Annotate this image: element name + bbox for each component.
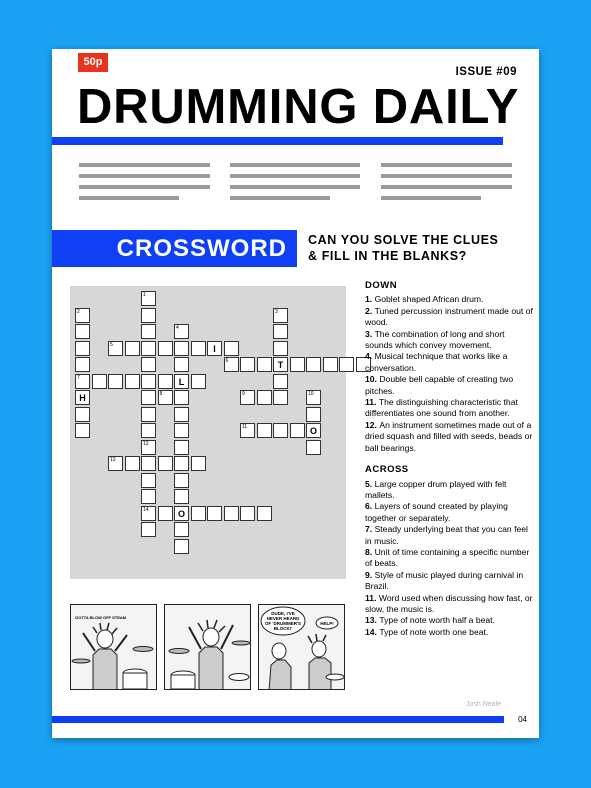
crossword-cell[interactable] — [75, 390, 90, 405]
crossword-cell[interactable] — [174, 357, 189, 372]
crossword-cell[interactable] — [141, 489, 156, 504]
clue-text: Tuned percussion instrument made out of wood. — [365, 305, 533, 328]
cell-letter: O — [177, 508, 185, 519]
crossword-cell[interactable] — [224, 341, 239, 356]
cell-number: 13 — [110, 457, 116, 463]
crossword-cell[interactable] — [224, 357, 239, 372]
crossword-cell[interactable] — [273, 324, 288, 339]
crossword-cell[interactable] — [323, 357, 338, 372]
speech-bubble-text: DUDE, I'VE NEVER HEARD OF 'DRUMMER'S BLOCK!' — [264, 611, 302, 631]
crossword-cell[interactable] — [306, 390, 321, 405]
cell-number: 8 — [159, 391, 163, 397]
clue-number: 11. — [365, 397, 379, 408]
clue-text: Goblet shaped African drum. — [374, 294, 484, 305]
crossword-cell[interactable] — [125, 456, 140, 471]
cell-number: 1 — [143, 292, 146, 298]
cell-number: 7 — [77, 374, 80, 381]
magazine-page — [52, 49, 539, 738]
across-clue-list — [365, 479, 533, 639]
crossword-cell[interactable] — [306, 357, 321, 372]
crossword-cell[interactable] — [257, 390, 272, 405]
crossword-cell[interactable] — [290, 357, 305, 372]
clue-text: Type of note worth one beat. — [379, 626, 489, 637]
cell-number: 6 — [225, 358, 229, 364]
crossword-cell[interactable] — [75, 423, 90, 438]
crossword-cell[interactable] — [158, 456, 173, 471]
cell-number: 12 — [143, 440, 149, 447]
cell-number: 10 — [308, 391, 314, 397]
comic-panel-3 — [258, 604, 345, 690]
crossword-cell[interactable] — [174, 374, 189, 389]
down-clue-list — [365, 294, 533, 454]
clue-text: An instrument sometimes made out of a dried squash and filled with seeds, beads or ball bearings. — [365, 419, 533, 453]
crossword-cell[interactable] — [75, 341, 90, 356]
crossword-cell[interactable] — [273, 390, 288, 405]
crossword-cell[interactable] — [141, 456, 156, 471]
crossword-cell[interactable] — [273, 341, 288, 356]
across-clue — [365, 570, 533, 593]
comic-panel-1 — [70, 604, 157, 690]
banner-label: CROSSWORD — [116, 235, 287, 262]
crossword-cell[interactable] — [75, 357, 90, 372]
crossword-cell[interactable] — [108, 374, 123, 389]
crossword-cell[interactable] — [191, 506, 206, 521]
crossword-cell[interactable] — [75, 374, 90, 389]
crossword-cell[interactable] — [240, 357, 255, 372]
small-bubble-text: HELP! — [320, 621, 334, 626]
crossword-cell[interactable] — [240, 506, 255, 521]
clue-text: Layers of sound created by playing together or separately. — [365, 501, 508, 523]
crossword-cell[interactable] — [191, 374, 206, 389]
cell-letter: O — [309, 426, 317, 436]
crossword-cell[interactable] — [306, 440, 321, 455]
across-clue — [365, 479, 533, 502]
down-clue — [365, 374, 533, 397]
crossword-cell[interactable] — [339, 357, 354, 372]
across-heading: ACROSS — [365, 464, 409, 476]
dialogue-illustration — [259, 605, 345, 690]
clue-number: 14. — [365, 626, 380, 637]
crossword-cell[interactable] — [141, 308, 156, 323]
crossword-cell[interactable] — [141, 473, 156, 488]
cell-number: 3 — [275, 308, 278, 315]
crossword-cell[interactable] — [75, 324, 90, 339]
crossword-cell[interactable] — [141, 423, 156, 438]
crossword-cell[interactable] — [191, 341, 206, 356]
text-placeholder-col-3 — [381, 163, 512, 207]
crossword-cell[interactable] — [257, 357, 272, 372]
crossword-cell[interactable] — [240, 390, 255, 405]
down-clue — [365, 351, 533, 374]
crossword-cell[interactable] — [240, 423, 255, 438]
crossword-banner — [52, 230, 297, 267]
crossword-cell[interactable] — [306, 423, 321, 438]
author-credit: Josh Neale — [465, 701, 501, 708]
clue-text: Type of note worth half a beat. — [379, 615, 495, 626]
cell-number: 11 — [242, 424, 248, 430]
across-clue — [365, 627, 533, 638]
clue-text: Double bell capable of creating two pitches. — [365, 374, 514, 396]
crossword-cell[interactable] — [174, 473, 189, 488]
drummer-illustration — [71, 605, 157, 690]
across-clue — [365, 593, 533, 616]
crossword-cell[interactable] — [224, 506, 239, 521]
down-clue — [365, 329, 533, 352]
clue-text: The combination of long and short sounds which convey movement. — [365, 328, 505, 351]
clue-text: Large copper drum played with felt mallets. — [365, 478, 507, 500]
price-badge: 50p — [78, 53, 108, 72]
cell-number: 14 — [143, 506, 149, 513]
clue-number: 12. — [365, 419, 380, 430]
clue-number: 2. — [365, 305, 375, 316]
crossword-cell[interactable] — [75, 308, 90, 323]
clue-number: 7. — [365, 524, 375, 535]
crossword-cell[interactable] — [191, 456, 206, 471]
crossword-cell[interactable] — [141, 506, 156, 521]
masthead-rule — [52, 137, 503, 145]
crossword-cell[interactable] — [174, 324, 189, 339]
prompt-line-1: CAN YOU SOLVE THE CLUES — [308, 233, 499, 247]
clue-number: 8. — [365, 546, 375, 557]
down-heading: DOWN — [365, 280, 398, 291]
crossword-cell[interactable] — [141, 522, 156, 537]
crossword-cell[interactable] — [174, 522, 189, 537]
down-clue — [365, 306, 533, 329]
text-placeholder-col-1 — [79, 163, 210, 207]
down-clue — [365, 420, 533, 454]
cell-letter: T — [277, 360, 284, 370]
crossword-cell[interactable] — [125, 374, 140, 389]
issue-number: ISSUE #09 — [455, 66, 517, 78]
clue-text: Steady underlying beat that you can feel in music. — [365, 524, 528, 546]
crossword-cell[interactable] — [174, 506, 189, 521]
page-number: 04 — [518, 715, 527, 724]
crossword-cell[interactable] — [273, 357, 288, 372]
crossword-cell[interactable] — [207, 506, 222, 521]
footer-rule — [52, 716, 504, 723]
across-clue — [365, 615, 533, 626]
crossword-cell[interactable] — [273, 423, 288, 438]
clue-number: 3. — [365, 328, 375, 339]
crossword-cell[interactable] — [273, 308, 288, 323]
crossword-cell[interactable] — [108, 341, 123, 356]
crossword-cell[interactable] — [290, 423, 305, 438]
crossword-grid — [70, 286, 346, 579]
clue-text: Musical technique that works like a conversation. — [365, 351, 508, 373]
prompt-line-2: & FILL IN THE BLANKS? — [308, 249, 467, 263]
comic-panel-2 — [164, 604, 251, 690]
clue-number: 9. — [365, 569, 375, 580]
text-placeholder-col-2 — [230, 163, 361, 207]
crossword-cell[interactable] — [92, 374, 107, 389]
crossword-cell[interactable] — [273, 374, 288, 389]
down-clue — [365, 294, 533, 305]
crossword-cell[interactable] — [174, 440, 189, 455]
crossword-cell[interactable] — [75, 407, 90, 422]
crossword-cell[interactable] — [158, 390, 173, 405]
clue-number: 6. — [365, 501, 375, 512]
crossword-cell[interactable] — [174, 407, 189, 422]
clue-text: The distinguishing characteristic that differentiates one sound from another. — [365, 397, 518, 419]
clue-number: 11. — [365, 592, 379, 603]
comic-caption: GOTTA BLOW OFF STEAM — [75, 615, 127, 620]
crossword-cell[interactable] — [174, 539, 189, 554]
crossword-cell[interactable] — [257, 423, 272, 438]
crossword-cell[interactable] — [174, 341, 189, 356]
crossword-cell[interactable] — [174, 456, 189, 471]
clue-text: Unit of time containing a specific number of beats. — [365, 546, 530, 569]
crossword-cell[interactable] — [141, 407, 156, 422]
crossword-cell[interactable] — [306, 407, 321, 422]
across-clue — [365, 524, 533, 547]
clue-number: 1. — [365, 294, 375, 305]
crossword-cell[interactable] — [125, 341, 140, 356]
crossword-cell[interactable] — [141, 390, 156, 405]
cell-letter: L — [178, 376, 185, 387]
crossword-cell[interactable] — [174, 423, 189, 438]
crossword-cell[interactable] — [141, 374, 156, 389]
cell-letter: H — [79, 393, 86, 403]
crossword-cell[interactable] — [174, 489, 189, 504]
crossword-cell[interactable] — [141, 291, 156, 306]
crossword-cell[interactable] — [174, 390, 189, 405]
cell-letter: I — [213, 343, 216, 354]
cell-number: 2 — [77, 308, 80, 315]
clue-number: 13. — [365, 615, 380, 626]
cell-number: 5 — [110, 341, 113, 348]
cell-number: 9 — [242, 391, 245, 397]
clues-column — [365, 280, 533, 638]
comic-strip — [70, 604, 346, 690]
clue-text: Word used when discussing how fast, or slow, the music is. — [365, 592, 533, 614]
crossword-cell[interactable] — [141, 341, 156, 356]
crossword-cell[interactable] — [158, 374, 173, 389]
crossword-cell[interactable] — [108, 456, 123, 471]
crossword-cell[interactable] — [257, 506, 272, 521]
down-clue — [365, 397, 533, 420]
masthead-title: DRUMMING DAILY — [77, 80, 520, 134]
clue-number: 10. — [365, 374, 380, 385]
crossword-prompt — [308, 232, 498, 264]
clue-number: 4. — [365, 351, 375, 362]
cell-number: 4 — [176, 325, 179, 331]
crossword-cell[interactable] — [158, 341, 173, 356]
clue-text: Style of music played during carnival in Brazil. — [365, 569, 524, 592]
crossword-cell[interactable] — [141, 440, 156, 455]
across-clue — [365, 547, 533, 570]
crossword-cell[interactable] — [158, 506, 173, 521]
across-clue — [365, 501, 533, 524]
crossword-cell[interactable] — [141, 357, 156, 372]
clue-number: 5. — [365, 478, 375, 489]
crossword-cell[interactable] — [141, 324, 156, 339]
crossword-cell[interactable] — [207, 341, 222, 356]
drummer-illustration-2 — [165, 605, 251, 690]
